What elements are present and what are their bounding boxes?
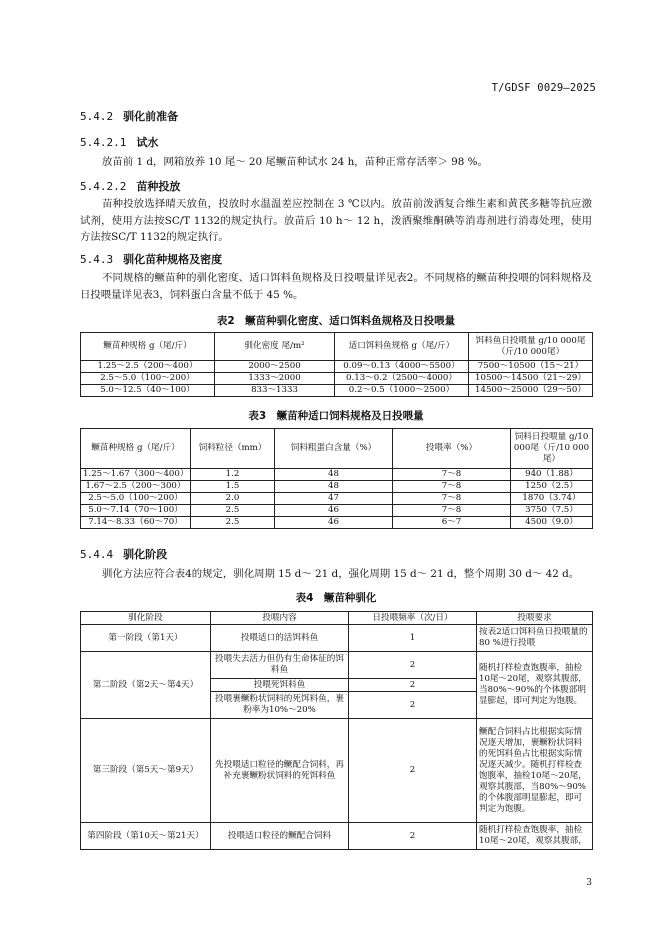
table-cell: 1.25～2.5（200～400） (81, 361, 215, 373)
table-header-cell: 饲料粗蛋白含量（%） (275, 429, 393, 469)
frequency-cell: 2 (349, 719, 477, 823)
frequency-cell: 2 (349, 823, 477, 850)
frequency-cell: 1 (349, 625, 477, 652)
table-header-cell: 饲料日投喂量 g/10 000尾（斤/10 000尾） (511, 429, 593, 469)
table-cell: 48 (275, 469, 393, 481)
document-code: T/GDSF 0029—2025 (491, 82, 596, 94)
table-cell: 46 (275, 505, 393, 517)
table3-caption: 表3 鳜苗种适口饲料规格及日投喂量 (248, 410, 424, 422)
page-number: 3 (586, 878, 592, 888)
table-header-cell: 投喂率（%） (393, 429, 511, 469)
table-header-cell: 投喂内容 (211, 612, 349, 625)
table-cell: 833～1333 (215, 385, 335, 397)
section-number: 5.4.3 (80, 253, 114, 266)
table-cell: 7.14～8.33（60～70） (81, 517, 191, 529)
table-cell: 1.67～2.5（200～300） (81, 481, 191, 493)
paragraph-guige: 不同规格的鳜苗种的驯化密度、适口饵料鱼规格及日投喂量详见表2。不同规格的鳜苗种投喂的饲料规格及日投喂量详见表3，饲料蛋白含量不低于 45 %。 (80, 272, 592, 301)
heading-5-4-3 (80, 251, 222, 267)
section-title: 驯化阶段 (123, 548, 168, 561)
content-cell: 投喂适口的活饵料鱼 (211, 625, 349, 652)
table-cell: 3750（7.5） (511, 505, 593, 517)
section-title: 苗种投放 (136, 180, 181, 193)
table-header-cell: 适口饵料鱼规格 g（尾/斤） (335, 333, 469, 361)
table-cell: 0.13～0.2（2500～4000） (335, 373, 469, 385)
table-header-cell: 驯化密度 尾/m² (215, 333, 335, 361)
paragraph-shishui: 放苗前 1 d，网箱放养 10 尾～ 20 尾鳜苗种试水 24 h，苗种正常存活率＞ 98 %。 (102, 156, 488, 168)
table-cell: 2.5 (191, 517, 275, 529)
table-header-cell: 鳜苗种规格 g（尾/斤） (81, 429, 191, 469)
content-cell: 先投喂适口粒径的鳜配合饲料，再补充裹鳜粉状饲料的死饵料鱼 (211, 719, 349, 823)
requirement-cell: 鳜配合饲料占比根据实际情况逐天增加，裹鳜粉状饲料的死饵料鱼占比根据实际情况逐天减少。随机打样检查饱腹率，抽检10尾～20尾，观察其腹部，当80%～90%的个体腹部明显膨起，即可判定为饱腹。 (477, 719, 593, 823)
table-cell: 7～8 (393, 493, 511, 505)
table4 (80, 611, 593, 850)
table-cell: 48 (275, 481, 393, 493)
table-row (81, 469, 593, 481)
heading-5-4-4 (80, 546, 167, 562)
stage-cell: 第四阶段（第10天～第21天） (81, 823, 211, 850)
section-title: 驯化苗种规格及密度 (123, 253, 223, 266)
table-cell: 5.0～7.14（70～100） (81, 505, 191, 517)
frequency-cell: 2 (349, 692, 477, 719)
paragraph-toufang: 苗种投放选择晴天放鱼，投放时水温温差应控制在 3 ℃以内。放苗前泼洒复合维生素和黄芪多糖等抗应激试剂，使用方法按SC/T 1132的规定执行。放苗后 10 h～ 12 h，泼洒聚维酮碘等消毒剂进行消毒处理，使用方法按SC/T 1132的规定执行。 (80, 198, 592, 243)
table-header-cell: 饲料粒径（mm） (191, 429, 275, 469)
table-cell: 7～8 (393, 469, 511, 481)
table-row (81, 481, 593, 493)
table4-caption: 表4 鳜苗种驯化 (295, 592, 377, 604)
table-row (81, 625, 593, 652)
table-row (81, 361, 593, 373)
content-cell: 投喂死饵料鱼 (211, 679, 349, 692)
table-header-cell: 投喂要求 (477, 612, 593, 625)
table-cell: 7～8 (393, 505, 511, 517)
table-row (81, 823, 593, 850)
table-cell: 1250（2.5） (511, 481, 593, 493)
table-row (81, 373, 593, 385)
table-cell: 2000～2500 (215, 361, 335, 373)
table2-caption: 表2 鳜苗种驯化密度、适口饵料鱼规格及日投喂量 (216, 315, 456, 327)
table-header-cell: 鳜苗种规格 g（尾/斤） (81, 333, 215, 361)
stage-cell: 第一阶段（第1天） (81, 625, 211, 652)
table-row (81, 493, 593, 505)
table-header-row (81, 429, 593, 469)
section-title: 试水 (136, 136, 159, 149)
frequency-cell: 2 (349, 652, 477, 679)
table-cell: 2.5 (191, 505, 275, 517)
table-row (81, 517, 593, 529)
table-row (81, 385, 593, 397)
section-number: 5.4.2 (80, 110, 114, 123)
table-cell: 1.25～1.67（300～400） (81, 469, 191, 481)
section-number: 5.4.2.2 (80, 180, 127, 193)
stage-cell: 第二阶段（第2天～第4天） (81, 652, 211, 719)
heading-5-4-2 (80, 108, 178, 124)
heading-5-4-2-1 (80, 134, 158, 150)
section-number: 5.4.2.1 (80, 136, 127, 149)
table-cell: 940（1.88） (511, 469, 593, 481)
table-cell: 14500～25000（29～50） (469, 385, 593, 397)
table-row (81, 652, 593, 679)
table-cell: 0.09～0.13（4000～5500） (335, 361, 469, 373)
section-number: 5.4.4 (80, 548, 114, 561)
table-cell: 10500～14500（21～29） (469, 373, 593, 385)
table-header-cell: 饵料鱼日投喂量 g/10 000尾（斤/10 000尾） (469, 333, 593, 361)
table-cell: 1.5 (191, 481, 275, 493)
section-title: 驯化前准备 (123, 110, 179, 123)
table-row (81, 719, 593, 823)
stage-cell: 第三阶段（第5天～第9天） (81, 719, 211, 823)
requirement-cell: 按表2适口饵料鱼日投喂量的80 %进行投喂 (477, 625, 593, 652)
table-cell: 6～7 (393, 517, 511, 529)
table-cell: 2.0 (191, 493, 275, 505)
table-header-cell: 日投喂频率（次/日） (349, 612, 477, 625)
table-header-row (81, 612, 593, 625)
table-cell: 7～8 (393, 481, 511, 493)
table-cell: 46 (275, 517, 393, 529)
heading-5-4-2-2 (80, 178, 180, 194)
table-cell: 2.5～5.0（100～200） (81, 373, 215, 385)
requirement-cell: 随机打样检查饱腹率，抽检10尾～20尾，观察其腹部，当80%～90%的个体腹部明显膨起，即可判定为饱腹。 (477, 652, 593, 719)
content-cell: 投喂适口粒径的鳜配合饲料 (211, 823, 349, 850)
table3 (80, 428, 593, 529)
requirement-cell: 随机打样检查饱腹率，抽检10尾～20尾，观察其腹部， (477, 823, 593, 850)
table-cell: 1.2 (191, 469, 275, 481)
table-cell: 5.0～12.5（40～100） (81, 385, 215, 397)
table2 (80, 332, 593, 397)
table-cell: 2.5～5.0（100～200） (81, 493, 191, 505)
table-cell: 7500～10500（15～21） (469, 361, 593, 373)
table-cell: 47 (275, 493, 393, 505)
paragraph-jieduan: 驯化方法应符合表4的规定，驯化周期 15 d～ 21 d，强化周期 15 d～ 21 d，整个周期 30 d～ 42 d。 (102, 568, 580, 580)
content-cell: 投喂失去活力但仍有生命体征的饵料鱼 (211, 652, 349, 679)
table-cell: 1333～2000 (215, 373, 335, 385)
frequency-cell: 2 (349, 679, 477, 692)
table-header-row (81, 333, 593, 361)
table-row (81, 505, 593, 517)
table-header-cell: 驯化阶段 (81, 612, 211, 625)
content-cell: 投喂裹鳜粉状饲料的死饵料鱼，裹粉率为10%～20% (211, 692, 349, 719)
table-cell: 4500（9.0） (511, 517, 593, 529)
table-cell: 1870（3.74） (511, 493, 593, 505)
table-cell: 0.2～0.5（1000～2500） (335, 385, 469, 397)
